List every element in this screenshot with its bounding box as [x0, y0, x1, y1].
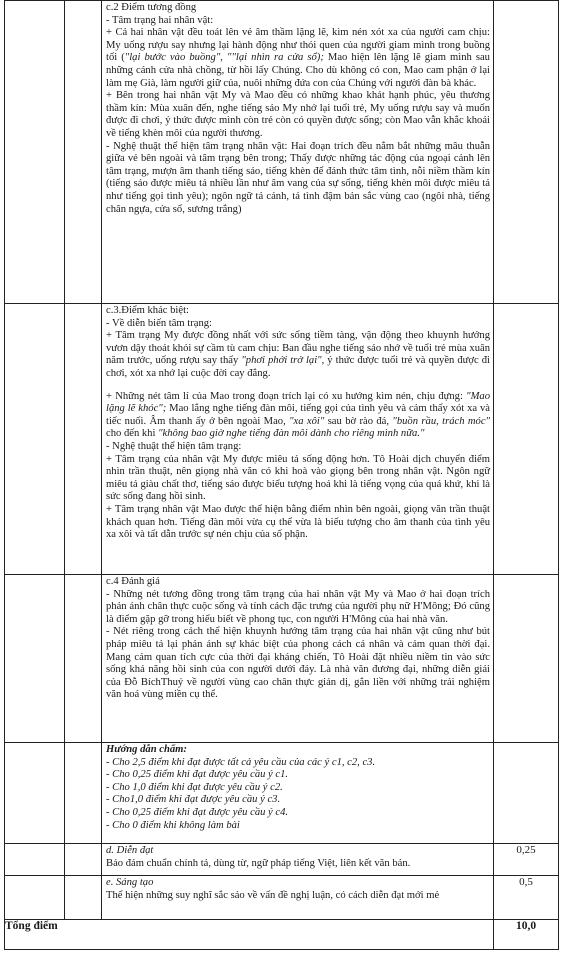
- e-text: Thể hiện những suy nghĩ sắc sảo về vấn đề nghị luận, có cách diễn đạt mới mẻ: [106, 889, 440, 901]
- c2-paragraph-3: - Nghệ thuật thể hiện tâm trạng nhân vật: Hai đoạn trích đều nắm bắt những mâu thuẫn giữa vẻ bên ngoài và tâm trạng bên trong; Thấy được những tác động của ngoại cảnh lên tâm trạng, mượn âm thanh tiếng sáo, tiếng khèn để đánh thức tâm tình, nỗi niềm thầm kín (tiếng sáo được miêu tả nhiều lần như âm vang của sự sống, tiếng khèn môi được miêu tả như tiếng gọi tình yêu); ngôn ngữ tả cảnh, tả tình đậm bản sắc vùng cao (ngôi nhà, tiếng chân ngựa, cửa sổ, sương trắng): [106, 140, 490, 215]
- row-d: [5, 844, 559, 876]
- guide-item: - Cho1,0 điểm khi đạt được yêu cầu ý c3.: [106, 794, 281, 806]
- c3-paragraph-4: + Tâm trạng của nhân vật My được miêu tả sống động hơn. Tô Hoài dịch chuyển điểm nhìn trần thuật, nên giọng nhà văn có khi hoà vào giọng bên trong nhân vật. Ngôn ngữ miêu tả giàu chất thơ, tiếng sáo được biểu tượng hoá khi là tiếng vọng của quá khứ, khi là sức sống đang hồi sinh.: [106, 453, 490, 503]
- empty-score-cell: [494, 575, 559, 743]
- guide-title: Hướng dẫn chấm:: [106, 744, 187, 755]
- c2-paragraph-2: + Bên trong hai nhân vật My và Mao đều có những khao khát hạnh phúc, yêu thương thầm kín: Mùa xuân đến, nghe tiếng sáo My nhớ lại tuổi trẻ, My uống rượu say và muốn được đi chơi, ý thức được mình còn trẻ còn có quyền được sống; còn Mao vẫn khắc khoải về tiếng khèn môi của người thương.: [106, 90, 490, 139]
- c4-title: c.4 Đánh giá: [106, 576, 160, 587]
- empty-cell: [5, 844, 65, 876]
- c4-paragraph-2: - Nét riêng trong cách thể hiện khuynh hướng tâm trạng của hai nhân vật cũng như bút pháp miêu tả lại phản ánh sự khác biệt của phong cách cá nhân và cảm quan thời đại. Mang cảm quan tích cực của thời đại kháng chiến, Tô Hoài đặt nhiều niềm tin vào sức sống khả năng hồi sinh của con người dưới đáy. Là nhà văn đương đại, những diễn giải của Đỗ BíchThuý về người vùng cao chân thực giản dị, gắn liền với những trải nghiệm văn hoá vùng miền cụ thể.: [106, 626, 490, 701]
- e-score: 0,5: [494, 876, 559, 920]
- empty-cell: [65, 743, 102, 844]
- grading-table: [4, 0, 559, 950]
- total-label: Tổng điểm: [5, 920, 494, 950]
- c3-intro: - Về diễn biến tâm trạng:: [106, 317, 213, 329]
- empty-cell: [65, 304, 102, 575]
- row-c2: [5, 1, 559, 304]
- empty-cell: [5, 304, 65, 575]
- guide-item: - Cho 0,25 điểm khi đạt được yêu cầu ý c1.: [106, 769, 289, 781]
- row-guide: [5, 743, 559, 844]
- c3-paragraph-1: + Tâm trạng My được đồng nhất với sức sống tiềm tàng, vận động theo khuynh hướng vươn dậy thoát khỏi sự cầm tù cam chịu: Ban đầu nghe tiếng sáo nhớ về tuổi trẻ mùa xuân năm trước, uống rượu say thấy "phơi phới trở lại", ý thức được tuổi trẻ và quyền được đi chơi, xót xa nhớ lại cuộc đời cay đắng.: [106, 330, 491, 379]
- guide-item: - Cho 2,5 điểm khi đạt được tất cả yêu cầu của các ý c1, c2, c3.: [106, 756, 376, 768]
- e-cell: [102, 876, 494, 920]
- c2-cell: [102, 1, 494, 304]
- empty-cell: [5, 1, 65, 304]
- c4-cell: [102, 575, 494, 743]
- empty-cell: [65, 1, 102, 304]
- e-title: e. Sáng tạo: [106, 877, 154, 888]
- guide-cell: [102, 743, 494, 844]
- c4-paragraph-1: - Những nét tương đồng trong tâm trạng của hai nhân vật My và Mao ở hai đoạn trích phản ánh chân thực cuộc sống và tính cách đặc trưng của người phụ nữ H'Mông; Đó cũng là điểm gặp gỡ trong hiểu biết về phong tục, con người H'Mông của hai nhà văn.: [106, 588, 490, 625]
- total-score: 10,0: [494, 920, 559, 950]
- c3-paragraph-3: - Nghệ thuật thể hiện tâm trạng:: [106, 440, 242, 452]
- d-cell: [102, 844, 494, 876]
- guide-item: - Cho 1,0 điểm khi đạt được yêu cầu ý c2.: [106, 781, 283, 793]
- empty-score-cell: [494, 743, 559, 844]
- row-e: [5, 876, 559, 920]
- guide-item: - Cho 0,25 điểm khi đạt được yêu cầu ý c4.: [106, 806, 289, 818]
- d-title: d. Diễn đạt: [106, 845, 154, 856]
- empty-cell: [5, 575, 65, 743]
- c3-title: c.3.Điểm khác biệt:: [106, 305, 189, 316]
- c2-title: c.2 Điểm tương đồng: [106, 2, 197, 13]
- empty-cell: [5, 743, 65, 844]
- empty-cell: [65, 575, 102, 743]
- d-text: Bảo đảm chuẩn chính tả, dùng từ, ngữ pháp tiếng Việt, liên kết văn bản.: [106, 857, 411, 869]
- empty-cell: [65, 876, 102, 920]
- d-score: 0,25: [494, 844, 559, 876]
- c3-cell: [102, 304, 494, 575]
- row-total: [5, 920, 559, 950]
- empty-score-cell: [494, 304, 559, 575]
- c3-paragraph-5: + Tâm trạng nhân vật Mao được thể hiện bằng điểm nhìn bên ngoài, giọng văn trần thuật khách quan hơn. Tiếng đàn môi vừa cụ thể vừa là biểu tượng cho âm thanh của tình yêu xa xôi và tất dẫn trước sự nén chịu của số phận.: [106, 503, 490, 541]
- guide-item: - Cho 0 điểm khi không làm bài: [106, 819, 240, 831]
- c2-paragraph-1: + Cả hai nhân vật đều toát lên vẻ âm thầm lặng lẽ, kìm nén xót xa của người cam chịu: My uống rượu say nhưng lại hành động như thói quen của người giam mình trong buồng tối ("lại bước vào buồng", ""lại nhìn ra cửa sổ); Mao hiện lên lặng lẽ giam mình sau những cánh cửa nhà chồng, từ hồi lấy Chúng. Cho dù không có con, Mao cam phận ở lại làm mẹ Già, làm người giữ của, nuôi những đứa con của Chúng với người đàn bà khác.: [106, 27, 490, 89]
- c2-intro: - Tâm trạng hai nhân vật:: [106, 14, 214, 26]
- row-c4: [5, 575, 559, 743]
- c3-paragraph-2: + Những nét tâm lí của Mao trong đoạn trích lại có xu hướng kìm nén, chịu đựng: "Mao lặng lẽ khóc"; Mao lắng nghe tiếng đàn môi, tiếng gọi của tình yêu và cảm thấy xót xa và tiếc nuối. Âm thanh ấy ở bên ngoài Mao, "xa xôi" sau bờ rào đá, "buồn rầu, trách móc" cho đến khi "không bao giờ nghe tiếng đàn môi dành cho riêng mình nữa.": [106, 390, 490, 440]
- empty-cell: [5, 876, 65, 920]
- empty-cell: [65, 844, 102, 876]
- empty-score-cell: [494, 1, 559, 304]
- row-c3: [5, 304, 559, 575]
